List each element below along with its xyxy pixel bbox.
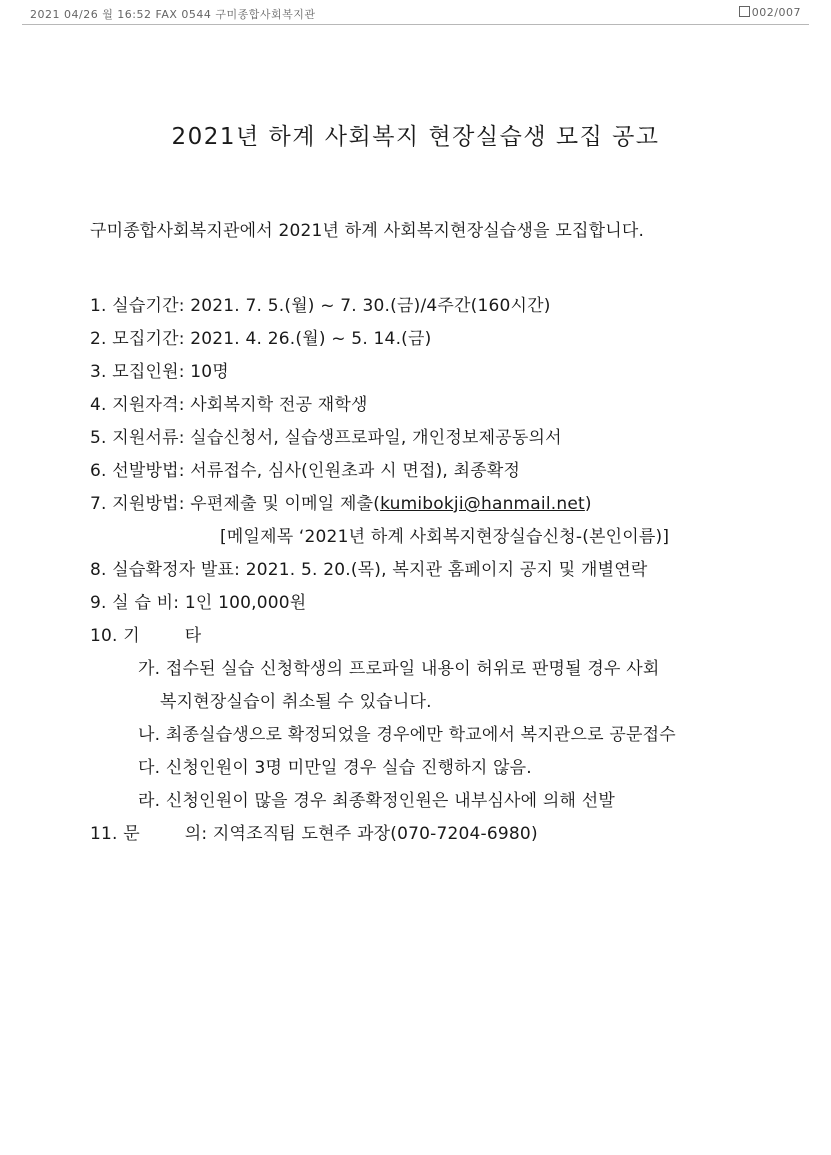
fax-page-count: 002/007 <box>751 6 801 19</box>
announcement-line: 3. 모집인원: 10명 <box>90 362 229 382</box>
announcement-line: 나. 최종실습생으로 확정되었을 경우에만 학교에서 복지관으로 공문접수 <box>138 725 676 745</box>
announcement-line: 8. 실습확정자 발표: 2021. 5. 20.(목), 복지관 홈페이지 공지 및 개별연락 <box>90 560 648 580</box>
announcement-line: 다. 신청인원이 3명 미만일 경우 실습 진행하지 않음. <box>138 758 532 778</box>
fax-header-left: 2021 04/26 월 16:52 FAX 0544 구미종합사회복지관 <box>30 8 316 21</box>
announcement-line: 5. 지원서류: 실습신청서, 실습생프로파일, 개인정보제공동의서 <box>90 428 562 448</box>
announcement-line: 1. 실습기간: 2021. 7. 5.(월) ~ 7. 30.(금)/4주간(160시간) <box>90 296 551 316</box>
announcement-line: 10. 기 타 <box>90 626 202 646</box>
announcement-line: [메일제목 ‘2021년 하계 사회복지현장실습신청-(본인이름)] <box>220 527 670 547</box>
checkbox-icon <box>739 6 750 17</box>
announcement-line <box>90 488 790 521</box>
announcement-line: 복지현장실습이 취소될 수 있습니다. <box>160 692 432 712</box>
announcement-item-list <box>90 290 790 851</box>
announcement-line: 가. 접수된 실습 신청학생의 프로파일 내용이 허위로 판명될 경우 사회 <box>138 659 660 679</box>
line-text: 7. 지원방법: 우편제출 및 이메일 제출( <box>90 494 381 514</box>
header-divider <box>22 24 809 25</box>
fax-header-right <box>739 6 801 19</box>
announcement-line: 라. 신청인원이 많을 경우 최종확정인원은 내부심사에 의해 선발 <box>138 791 616 811</box>
email-link[interactable]: kumibokji@hanmail.net <box>380 494 585 514</box>
fax-header <box>0 6 831 26</box>
page-title: 2021년 하계 사회복지 현장실습생 모집 공고 <box>171 124 660 150</box>
intro-paragraph: 구미종합사회복지관에서 2021년 하계 사회복지현장실습생을 모집합니다. <box>90 221 645 241</box>
announcement-line: 2. 모집기간: 2021. 4. 26.(월) ~ 5. 14.(금) <box>90 329 432 349</box>
announcement-line: 6. 선발방법: 서류접수, 심사(인원초과 시 면접), 최종확정 <box>90 461 521 481</box>
line-text-after: ) <box>584 494 592 514</box>
announcement-line: 9. 실 습 비: 1인 100,000원 <box>90 593 307 613</box>
announcement-line: 4. 지원자격: 사회복지학 전공 재학생 <box>90 395 368 415</box>
announcement-line: 11. 문 의: 지역조직팀 도현주 과장(070-7204-6980) <box>90 824 538 844</box>
